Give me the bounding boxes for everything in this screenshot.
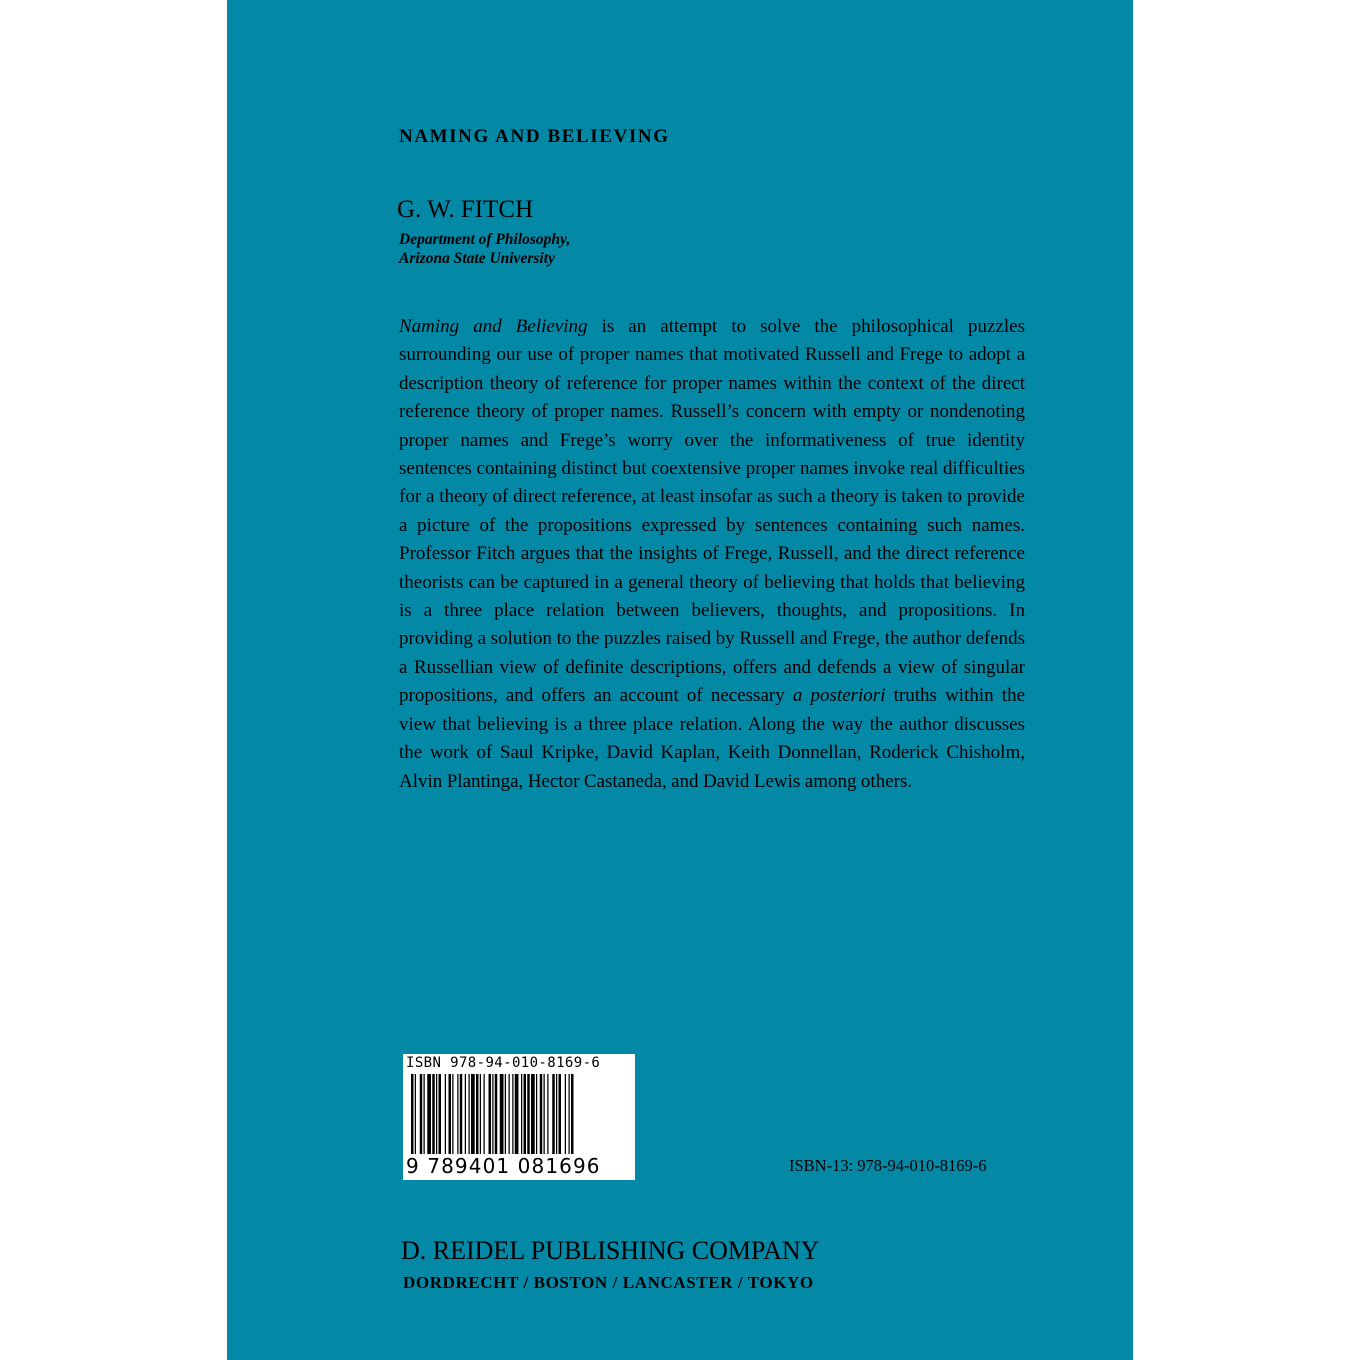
barcode-bar bbox=[521, 1074, 522, 1154]
publisher-cities: DORDRECHT / BOSTON / LANCASTER / TOKYO bbox=[403, 1273, 814, 1292]
barcode-bar bbox=[509, 1074, 510, 1154]
barcode-bar bbox=[480, 1074, 481, 1154]
barcode-bar bbox=[449, 1074, 452, 1154]
barcode-bar bbox=[476, 1074, 479, 1154]
description-text-part2: truths within the view that believing is a three place relation. Along the way the author discusses the work of Saul Kripke, David Kaplan, Keith Donnellan, Roderick Chisholm, Alvin Plantinga, Hector Castaneda, and David Lewis among others. bbox=[399, 685, 1025, 792]
barcode-bar bbox=[411, 1074, 414, 1154]
barcode-bar bbox=[420, 1074, 423, 1154]
barcode-bar bbox=[531, 1074, 535, 1154]
barcode-bar bbox=[460, 1074, 463, 1154]
barcode-bar bbox=[452, 1074, 453, 1154]
barcode-bar bbox=[424, 1074, 425, 1154]
back-cover bbox=[227, 0, 1133, 1360]
barcode-bar bbox=[489, 1074, 492, 1154]
barcode-bar bbox=[505, 1074, 506, 1154]
barcode-bar bbox=[544, 1074, 545, 1154]
book-description bbox=[399, 313, 1025, 796]
barcode-bar bbox=[527, 1074, 530, 1154]
barcode-bar bbox=[536, 1074, 537, 1154]
barcode-bar bbox=[436, 1074, 437, 1154]
barcode-bar bbox=[492, 1074, 493, 1154]
barcode-bar bbox=[427, 1074, 431, 1154]
barcode-bar bbox=[540, 1074, 543, 1154]
barcode-label bbox=[403, 1054, 635, 1180]
barcode-bar bbox=[559, 1074, 562, 1154]
description-text-part1: is an attempt to solve the philosophical puzzles surrounding our use of proper names that motivated Russell and Frege to adopt a description theory of reference for proper names within the context of the direct reference theory of proper names. Russell’s concern with empty or nondenoting proper names and Frege’s worry over the informativeness of true identity sentences containing distinct but coextensive proper names invoke real difficulties for a theory of direct reference, at least insofar as such a theory is taken to provide a picture of the propositions expressed by sentences containing such names. Professor Fitch argues that the insights of Frege, Russell, and the direct reference theorists can be captured in a general theory of believing that holds that believing is a three place relation between believers, thoughts, and propositions. In providing a solution to the puzzles raised by Russell and Frege, the author defends a Russellian view of definite descriptions, offers and defends a view of singular propositions, and offers an account of necessary bbox=[399, 316, 1025, 707]
description-title-italic: Naming and Believing bbox=[399, 316, 588, 337]
barcode-bar bbox=[457, 1074, 458, 1154]
barcode-bar bbox=[465, 1074, 466, 1154]
barcode-bar bbox=[484, 1074, 485, 1154]
author-affiliation bbox=[399, 230, 570, 268]
barcode-bar bbox=[432, 1074, 435, 1154]
barcode-bar bbox=[500, 1074, 504, 1154]
barcode-bar bbox=[569, 1074, 570, 1154]
barcode-bar bbox=[524, 1074, 527, 1154]
barcode-bar bbox=[445, 1074, 446, 1154]
barcode-bar bbox=[439, 1074, 442, 1154]
barcode-bar bbox=[469, 1074, 470, 1154]
barcode-bar bbox=[515, 1074, 519, 1154]
affiliation-university: Arizona State University bbox=[399, 250, 555, 267]
barcode-bar bbox=[471, 1074, 475, 1154]
author-name: G. W. FITCH bbox=[397, 196, 534, 223]
barcode-bar bbox=[415, 1074, 416, 1154]
barcode-bar bbox=[552, 1074, 555, 1154]
barcode-bar bbox=[495, 1074, 498, 1154]
book-title: NAMING AND BELIEVING bbox=[399, 126, 670, 147]
barcode-bar bbox=[556, 1074, 557, 1154]
barcode-bar bbox=[565, 1074, 566, 1154]
barcode-bars bbox=[407, 1074, 631, 1154]
publisher-name: D. REIDEL PUBLISHING COMPANY bbox=[401, 1236, 820, 1265]
barcode-bar bbox=[571, 1074, 574, 1154]
description-latin-italic: a posteriori bbox=[792, 685, 886, 707]
barcode-bar bbox=[512, 1074, 513, 1154]
isbn-13: ISBN-13: 978-94-010-8169-6 bbox=[789, 1156, 987, 1175]
affiliation-department: Department of Philosophy, bbox=[399, 231, 571, 248]
barcode-bar bbox=[547, 1074, 548, 1154]
barcode-isbn-text: ISBN 978-94-010-8169-6 bbox=[406, 1055, 601, 1071]
barcode-digits: 9 789401 081696 bbox=[406, 1154, 601, 1178]
